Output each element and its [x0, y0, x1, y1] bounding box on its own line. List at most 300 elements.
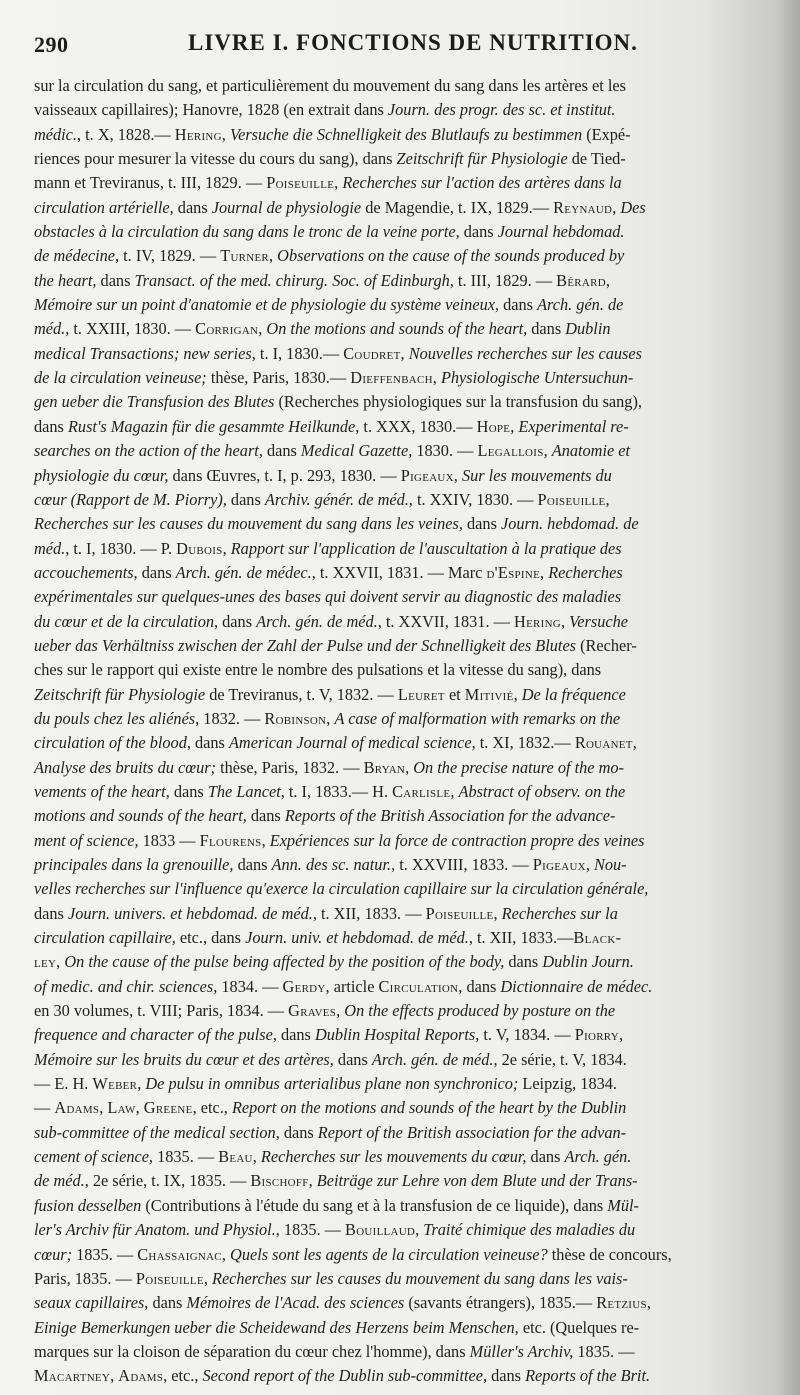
italic-run: circulation capillaire,: [34, 928, 176, 948]
text-run: (Recherches physiologiques sur la transfusion du sang),: [274, 392, 642, 412]
text-line: [34, 1267, 750, 1291]
italic-run: fusion desselben: [34, 1195, 142, 1215]
italic-run: Arch. gén. de médec.: [175, 562, 312, 582]
italic-run: Recherches sur les mouvements du cœur,: [260, 1147, 527, 1167]
italic-run: Nou-: [594, 855, 627, 874]
italic-run: Recherches sur les causes du mouvement du sang dans les vais-: [211, 1268, 628, 1288]
small-caps-name: Adams: [54, 1098, 100, 1118]
small-caps-name: Rouanet: [574, 733, 633, 753]
italic-run: Archiv. génér. de méd.: [264, 489, 409, 509]
italic-run: circulation of the blood,: [34, 733, 191, 753]
italic-run: Dublin Journ.: [542, 952, 634, 972]
italic-run: Quels sont les agents de la circulation veineuse?: [230, 1244, 548, 1264]
text-run: de Magendie, t. IX, 1829.—: [361, 197, 554, 217]
small-caps-name: Poiseuille: [425, 903, 494, 923]
text-line: [34, 950, 750, 974]
italic-run: Rapport sur l'application de l'auscultation à la pratique des: [230, 538, 622, 558]
italic-run: The Lancet: [207, 781, 281, 801]
small-caps-name: Bischoff: [250, 1171, 309, 1191]
text-line: [34, 1169, 750, 1193]
small-caps-name: Flourens: [199, 830, 262, 850]
italic-run: Report of the British association for the advan-: [317, 1122, 627, 1142]
text-line: [34, 926, 750, 950]
italic-run: Zeitschrift für Physiologie: [396, 149, 568, 169]
text-run: dans: [226, 489, 265, 509]
small-caps-name: Law: [107, 1098, 136, 1118]
text-run: ,: [99, 1098, 108, 1118]
italic-run: On the cause of the pulse being affected by the position of the body,: [64, 952, 505, 972]
text-run: —: [34, 1098, 55, 1118]
italic-run: obstacles à la circulation du sang dans le tronc de la veine porte,: [34, 222, 460, 242]
text-run: mann et Treviranus, t. III, 1829. —: [34, 173, 267, 193]
small-caps-name: ley: [34, 952, 57, 972]
text-run: marques sur la cloison de séparation du cœur chez l'homme), dans: [34, 1341, 470, 1361]
small-caps-name: Circulation: [378, 976, 459, 996]
italic-run: searches on the action of the heart,: [34, 441, 263, 461]
italic-run: Recherches sur l'action des artères dans la: [342, 173, 622, 193]
text-run: , t. XXX, 1830.—: [355, 416, 477, 436]
italic-run: ler's Archiv für Anatom. und Physiol.: [34, 1220, 276, 1240]
small-caps-name: Gerdy: [282, 976, 326, 996]
text-run: ,: [135, 1098, 144, 1118]
text-line: [34, 342, 750, 366]
small-caps-name: Black-: [573, 928, 622, 948]
small-caps-name: Reynaud: [553, 197, 613, 217]
text-run: ,: [269, 246, 278, 266]
italic-run: Journ. hebdomad. de: [500, 514, 639, 534]
italic-run: Beiträge zur Lehre von dem Blute und der Trans-: [316, 1171, 638, 1191]
small-caps-name: Carlisle: [392, 781, 451, 801]
text-line: [34, 1096, 750, 1120]
text-line: [34, 1218, 750, 1242]
text-line: [34, 244, 750, 268]
small-caps-name: Legallois: [477, 441, 544, 461]
italic-run: Versuche: [569, 611, 628, 631]
text-run: ,: [222, 538, 231, 558]
text-run: ,: [619, 1025, 624, 1045]
small-caps-name: Bouillaud: [345, 1220, 416, 1240]
text-run: 1835. —: [153, 1147, 219, 1167]
italic-run: Nouvelles recherches sur les causes: [408, 343, 642, 363]
text-line: [34, 366, 750, 390]
text-run: , dans: [458, 976, 501, 996]
italic-run: Sur les mouvements du: [461, 465, 612, 485]
text-run: ,: [432, 368, 441, 388]
italic-run: Abstract of observ. on the: [458, 781, 626, 801]
italic-run: seaux capillaires,: [34, 1293, 149, 1313]
italic-run: Einige Bemerkungen ueber die Scheidewand des Herzens beim Menschen,: [34, 1317, 519, 1337]
italic-run: velles recherches sur l'influence qu'exerce la circulation capillaire sur la circulation générale,: [34, 879, 649, 899]
small-caps-name: Retzius: [596, 1293, 647, 1313]
italic-run: Anatomie et: [551, 441, 631, 461]
small-caps-name: Dubois: [176, 538, 223, 558]
text-line: [34, 610, 750, 634]
italic-run: cement of science,: [34, 1147, 154, 1167]
italic-run: Mül-: [607, 1195, 639, 1215]
text-run: 1832. —: [199, 708, 265, 728]
running-title: LIVRE I. FONCTIONS DE NUTRITION.: [188, 30, 638, 55]
italic-run: Dictionnaire de médec.: [500, 976, 653, 996]
text-line: [34, 853, 750, 877]
text-run: dans: [462, 514, 501, 534]
text-run: dans: [526, 1147, 565, 1167]
italic-run: American Journal of medical science: [228, 733, 472, 753]
text-line: [34, 1316, 750, 1340]
text-line: [34, 269, 750, 293]
italic-run: principales dans la grenouille,: [34, 855, 234, 874]
text-run: etc. (Quelques re-: [518, 1317, 640, 1337]
text-run: ,: [334, 173, 343, 193]
text-run: t. XXIII, 1830. —: [69, 319, 196, 339]
text-line: [34, 585, 750, 609]
small-caps-name: Hering: [514, 611, 561, 631]
small-caps-name: Corrigan: [195, 319, 259, 339]
text-run: , t. I, 1833.— H.: [280, 781, 393, 801]
italic-run: De la fréquence: [521, 684, 626, 704]
text-run: , t. III, 1829. —: [449, 270, 557, 290]
text-run: dans: [459, 222, 498, 242]
text-run: , t. XII, 1833. —: [312, 903, 426, 923]
text-run: t. IV, 1829. —: [119, 246, 221, 266]
italic-run: Dublin: [565, 319, 611, 339]
text-line: [34, 731, 750, 755]
small-caps-name: Piorry: [574, 1025, 620, 1045]
text-run: , 2e série, t. IX, 1835. —: [84, 1171, 251, 1191]
text-line: [34, 1121, 750, 1145]
italic-run: Journ. univ. et hebdomad. de méd.: [245, 928, 469, 948]
text-line: [34, 74, 750, 98]
text-run: ,: [605, 270, 610, 290]
text-run: dans: [333, 1049, 372, 1069]
text-run: dans: [169, 781, 208, 801]
text-run: dans: [190, 733, 229, 753]
text-run: t. I, 1830.—: [255, 343, 344, 363]
text-run: 1834. —: [217, 976, 283, 996]
italic-run: Physiologische Untersuchun-: [440, 368, 634, 388]
text-run: , t. XXIV, 1830. —: [408, 489, 538, 509]
italic-run: Recherches: [548, 562, 623, 582]
italic-run: Traité chimique des maladies du: [423, 1220, 636, 1240]
italic-run: of medic. and chir. sciences,: [34, 976, 218, 996]
italic-run: Arch. gén. de: [537, 295, 624, 315]
text-line: [34, 464, 750, 488]
italic-run: Transact. of the med. chirurg. Soc. of Edinburgh: [134, 270, 450, 290]
text-run: , etc.,: [163, 1366, 203, 1386]
text-line: [34, 147, 750, 171]
text-line: [34, 317, 750, 341]
italic-run: Arch. gén.: [564, 1147, 632, 1167]
text-run: ,: [261, 830, 270, 850]
text-run: dans: [233, 855, 272, 874]
italic-run: ment of science,: [34, 830, 139, 850]
text-run: vaisseaux capillaires); Hanovre, 1828 (en extrait dans: [34, 100, 388, 120]
text-run: ,: [450, 781, 459, 801]
text-run: thèse de concours,: [547, 1244, 672, 1264]
text-run: dans Œuvres, t. I, p. 293, 1830. —: [168, 465, 401, 485]
text-line: [34, 804, 750, 828]
italic-run: Reports of the British Association for the advance-: [284, 806, 616, 826]
bibliography-text: [34, 74, 754, 1389]
text-run: — E. H.: [34, 1074, 93, 1094]
text-line: [34, 1145, 750, 1169]
text-line: [34, 683, 750, 707]
italic-run: Müller's Archiv,: [469, 1341, 574, 1361]
italic-run: du pouls chez les aliénés,: [34, 708, 200, 728]
text-run: ,: [513, 684, 522, 704]
small-caps-name: Bérard: [556, 270, 606, 290]
text-run: dans: [34, 903, 68, 923]
text-run: ,: [540, 562, 549, 582]
italic-run: Journal de physiologie: [211, 197, 362, 217]
text-run: dans: [279, 1122, 318, 1142]
italic-run: Medical Gazette,: [300, 441, 413, 461]
page-header: [34, 28, 750, 62]
italic-run: Journal hebdomad.: [497, 222, 625, 242]
text-run: 1835. —: [72, 1244, 138, 1264]
italic-run: ueber das Verhältniss zwischen der Zahl der Pulse und der Schnelligkeit des Blutes: [34, 635, 577, 655]
text-line: [34, 390, 750, 414]
text-run: ,: [453, 465, 462, 485]
small-caps-name: Macartney: [34, 1366, 111, 1386]
text-run: t. V, 1834. —: [479, 1025, 575, 1045]
text-line: [34, 537, 750, 561]
text-run: ,: [336, 1001, 345, 1021]
text-run: , t. XXVII, 1831. — Marc: [311, 562, 487, 582]
text-line: [34, 293, 750, 317]
text-line: [34, 123, 750, 147]
text-run: 1833 —: [138, 830, 200, 850]
text-run: etc., dans: [175, 928, 246, 948]
text-run: ,: [258, 319, 267, 339]
italic-run: de la circulation veineuse;: [34, 368, 207, 388]
text-run: ,: [326, 708, 335, 728]
text-run: dans: [34, 416, 68, 436]
small-caps-name: Pigeaux: [532, 855, 586, 874]
text-run: , t. XXVIII, 1833. —: [391, 855, 533, 874]
italic-run: circulation artérielle,: [34, 197, 174, 217]
text-run: (Contributions à l'étude du sang et à la transfusion de ce liquide), dans: [141, 1195, 608, 1215]
text-run: dans: [246, 806, 285, 826]
text-run: thèse, Paris, 1830.—: [206, 368, 351, 388]
text-run: ,: [632, 733, 637, 753]
text-run: , t. XI, 1832.—: [471, 733, 575, 753]
small-caps-name: Weber: [92, 1074, 138, 1094]
text-line: [34, 1364, 750, 1388]
small-caps-name: Poiseuille: [135, 1268, 204, 1288]
italic-run: Mémoires de l'Acad. des sciences: [186, 1293, 405, 1313]
text-line: [34, 780, 750, 804]
text-run: ,: [543, 441, 552, 461]
text-run: , etc.,: [192, 1098, 232, 1118]
italic-run: cœur;: [34, 1244, 73, 1264]
text-run: Leipzig, 1834.: [518, 1074, 617, 1094]
italic-run: motions and sounds of the heart,: [34, 806, 247, 826]
text-line: [34, 171, 750, 195]
small-caps-name: Adams: [118, 1366, 164, 1386]
italic-run: Des: [620, 197, 646, 217]
italic-run: Experimental re-: [518, 416, 629, 436]
text-line: [34, 707, 750, 731]
text-run: en 30 volumes, t. VIII; Paris, 1834. —: [34, 1001, 289, 1021]
text-line: [34, 756, 750, 780]
text-run: sur la circulation du sang, et particulièrement du mouvement du sang dans les artères et les: [34, 76, 627, 95]
text-line: [34, 829, 750, 853]
italic-run: frequence and character of the pulse,: [34, 1025, 277, 1045]
text-run: dans: [276, 1025, 315, 1045]
italic-run: Rust's Magazin für die gesammte Heilkunde: [67, 416, 356, 436]
text-run: 1835. —: [573, 1341, 635, 1361]
italic-run: Observations on the cause of the sounds produced by: [277, 246, 625, 266]
text-run: dans: [527, 319, 566, 339]
page-number: 290: [34, 32, 69, 57]
text-run: ches sur le rapport qui existe entre le nombre des pulsations et la vitesse du sang), dans: [34, 660, 602, 680]
text-line: [34, 658, 750, 682]
text-line: [34, 1194, 750, 1218]
text-run: ,: [612, 197, 621, 217]
italic-run: Recherches sur les causes du mouvement du sang dans les veines,: [34, 514, 463, 534]
text-line: [34, 1340, 750, 1364]
italic-run: méd.,: [34, 319, 70, 339]
text-run: (Recher-: [576, 635, 637, 655]
small-caps-name: Bryan: [363, 757, 406, 777]
text-line: [34, 975, 750, 999]
italic-run: gen ueber die Transfusion des Blutes: [34, 392, 275, 412]
italic-run: médic.: [34, 124, 77, 144]
text-run: ,: [137, 1074, 146, 1094]
text-line: [34, 902, 750, 926]
text-line: [34, 439, 750, 463]
italic-run: Ann. des sc. natur.: [271, 855, 392, 874]
small-caps-name: Robinson: [264, 708, 327, 728]
italic-run: Arch. gén. de méd.: [256, 611, 378, 631]
text-run: dans: [499, 295, 538, 315]
italic-run: de méd.: [34, 1171, 85, 1191]
small-caps-name: Coudret: [343, 343, 401, 363]
text-line: [34, 98, 750, 122]
text-run: ,: [605, 489, 610, 509]
italic-run: Arch. gén. de méd.: [371, 1049, 494, 1069]
text-run: , t. I, 1830. — P.: [65, 538, 177, 558]
text-line: [34, 1048, 750, 1072]
small-caps-name: Turner: [220, 246, 270, 266]
text-run: 1830. —: [412, 441, 478, 461]
text-run: dans: [218, 611, 257, 631]
text-run: ,: [308, 1171, 317, 1191]
text-run: ,: [585, 855, 595, 874]
text-run: dans: [137, 562, 176, 582]
text-run: (savants étrangers), 1835.—: [404, 1293, 597, 1313]
text-line: [34, 415, 750, 439]
small-caps-name: Hope: [476, 416, 511, 436]
italic-run: cœur (Rapport de M. Piorry),: [34, 489, 227, 509]
text-run: dans: [96, 270, 135, 290]
text-line: [34, 634, 750, 658]
italic-run: Recherches sur la: [501, 903, 618, 923]
small-caps-name: Leuret: [397, 684, 445, 704]
small-caps-name: Dieffenbach: [350, 368, 433, 388]
italic-run: physiologie du cœur,: [34, 465, 169, 485]
italic-run: A case of malformation with remarks on the: [334, 708, 621, 728]
small-caps-name: Poiseuille: [537, 489, 606, 509]
text-run: , t. XII, 1833.—: [468, 928, 574, 948]
text-run: et: [444, 684, 465, 704]
italic-run: Journ. univers. et hebdomad. de méd.: [67, 903, 313, 923]
italic-run: Analyse des bruits du cœur;: [34, 757, 216, 777]
italic-run: du cœur et de la circulation,: [34, 611, 219, 631]
text-run: , 2e série, t. V, 1834.: [493, 1049, 627, 1069]
small-caps-name: Graves: [288, 1001, 337, 1021]
text-run: Paris, 1835. —: [34, 1268, 136, 1288]
italic-run: Expériences sur la force de contraction propre des veines: [269, 830, 645, 850]
text-line: [34, 877, 750, 901]
italic-run: On the effects produced by posture on the: [344, 1001, 616, 1021]
text-run: riences pour mesurer la vitesse du cours du sang), dans: [34, 149, 397, 169]
text-line: [34, 1072, 750, 1096]
small-caps-name: Mitivié: [464, 684, 514, 704]
italic-run: De pulsu in omnibus arterialibus plane non synchronico;: [145, 1074, 519, 1094]
italic-run: Mémoire sur un point d'anatomie et de physiologie du système veineux,: [34, 295, 500, 315]
italic-run: the heart,: [34, 270, 97, 290]
text-run: ,: [415, 1220, 424, 1240]
text-line: [34, 488, 750, 512]
italic-run: Reports of the Brit.: [525, 1366, 651, 1386]
text-line: [34, 220, 750, 244]
small-caps-name: Hering: [174, 124, 222, 144]
text-line: [34, 999, 750, 1023]
text-run: ,: [56, 952, 65, 972]
text-run: dans: [487, 1366, 526, 1386]
small-caps-name: Poiseuille: [266, 173, 335, 193]
text-run: ,: [221, 124, 230, 144]
italic-run: vements of the heart,: [34, 781, 170, 801]
text-run: dans: [504, 952, 543, 972]
text-run: , t. XXVII, 1831. —: [377, 611, 514, 631]
text-run: , article: [325, 976, 379, 996]
text-run: ,: [560, 611, 570, 631]
small-caps-name: d'Espine: [486, 562, 541, 582]
text-run: de Tied-: [567, 149, 626, 169]
text-line: [34, 196, 750, 220]
italic-run: Zeitschrift für Physiologie: [34, 684, 206, 704]
small-caps-name: Chassaignac: [137, 1244, 222, 1264]
italic-run: On the precise nature of the mo-: [413, 757, 624, 777]
text-line: [34, 1023, 750, 1047]
text-line: [34, 561, 750, 585]
text-run: ,: [252, 1147, 261, 1167]
text-run: ,: [221, 1244, 231, 1264]
text-run: thèse, Paris, 1832. —: [215, 757, 364, 777]
small-caps-name: Pigeaux: [400, 465, 454, 485]
italic-run: de médecine,: [34, 246, 120, 266]
italic-run: Report on the motions and sounds of the heart by the Dublin: [231, 1098, 627, 1118]
text-line: [34, 512, 750, 536]
italic-run: Second report of the Dublin sub-committee,: [202, 1366, 488, 1386]
italic-run: Mémoire sur les bruits du cœur et des artères,: [34, 1049, 334, 1069]
text-run: , 1835. —: [275, 1220, 346, 1240]
italic-run: méd.: [34, 538, 66, 558]
text-run: (Expé-: [582, 124, 631, 144]
text-line: [34, 1243, 750, 1267]
text-run: ,: [493, 903, 502, 923]
text-run: ,: [203, 1268, 212, 1288]
text-run: dans: [173, 197, 212, 217]
text-run: ,: [646, 1293, 651, 1313]
text-run: ,: [405, 757, 414, 777]
italic-run: Versuche die Schnelligkeit des Blutlaufs zu bestimmen: [229, 124, 583, 144]
text-run: dans: [262, 441, 301, 461]
text-line: [34, 1291, 750, 1315]
text-run: dans: [148, 1293, 187, 1313]
